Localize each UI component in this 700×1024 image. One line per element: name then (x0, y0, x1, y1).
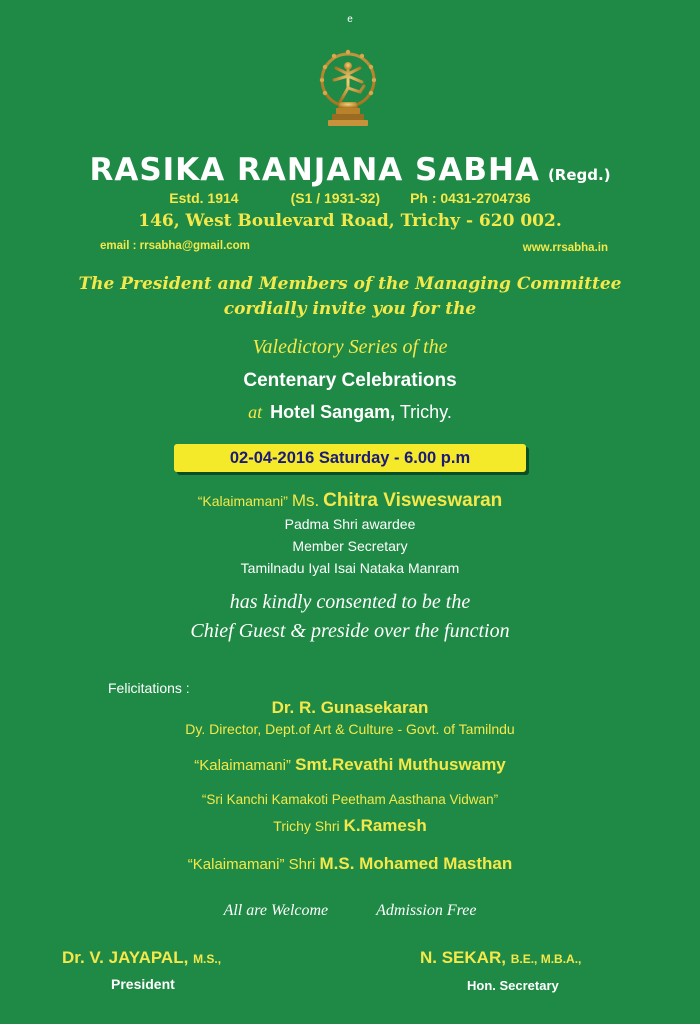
city: Trichy. (399, 402, 452, 422)
felicitator-1-title: Dy. Director, Dept.of Art & Culture - Govt. of Tamilndu (185, 721, 515, 737)
invite-line-1: The President and Members of the Managing Committee (78, 274, 622, 294)
venue-line (0, 402, 700, 423)
nataraja-emblem-icon (310, 44, 386, 136)
consent-line-2: Chief Guest & preside over the function (190, 620, 510, 642)
felicitator-2: “Kalaimamani” Smt.Revathi Muthuswamy (194, 755, 506, 774)
felicitator-3-name: K.Ramesh (343, 816, 427, 835)
chief-guest-name: Chitra Visweswaran (323, 490, 503, 511)
felicitator-3-title: “Sri Kanchi Kamakoti Peetham Aasthana Vidwan” (201, 792, 499, 807)
invite-line-2: cordially invite you for the (223, 299, 477, 319)
secretary-title: Hon. Secretary (467, 978, 559, 993)
email[interactable]: email : rrsabha@gmail.com (100, 240, 250, 252)
date-badge: 02-04-2016 Saturday - 6.00 p.m (174, 444, 526, 472)
event-title: Centenary Celebrations (243, 370, 457, 391)
felicitator-3: Trichy Shri K.Ramesh (273, 816, 427, 835)
estd-line (0, 190, 700, 206)
series-title: Valedictory Series of the (252, 336, 448, 358)
felicitator-4-name: M.S. Mohamed Masthan (319, 854, 513, 873)
chief-guest-line-2: Member Secretary (292, 538, 408, 554)
felicitator-1-name: Dr. R. Gunasekaran (271, 698, 429, 717)
website[interactable]: www.rrsabha.in (522, 242, 608, 254)
phone: Ph : 0431-2704736 (410, 190, 531, 206)
secretary-name: N. SEKAR, B.E., M.B.A., (420, 948, 582, 967)
regd-label: (Regd.) (547, 166, 611, 184)
venue: Hotel Sangam, (270, 402, 396, 422)
registration-number: (S1 / 1931-32) (290, 190, 381, 206)
chief-guest-line-3: Tamilnadu Iyal Isai Nataka Manram (240, 560, 460, 576)
at-word: at (248, 402, 263, 422)
president-title: President (111, 976, 175, 992)
felicitator-4: “Kalaimamani” Shri M.S. Mohamed Masthan (187, 854, 513, 873)
chief-guest-line-1: Padma Shri awardee (284, 516, 416, 532)
top-mark: e (347, 14, 353, 25)
chief-guest-line: “Kalaimamani” Ms. Chitra Visweswaran (197, 490, 503, 511)
felicitator-2-name: Smt.Revathi Muthuswamy (295, 755, 506, 774)
president-name: Dr. V. JAYAPAL, M.S., (62, 948, 222, 967)
estd: Estd. 1914 (169, 190, 239, 206)
welcome-text: All are Welcome (223, 902, 329, 919)
org-name: RASIKA RANJANA SABHA (Regd.) (89, 152, 611, 188)
welcome-line (0, 902, 700, 920)
address: 146, West Boulevard Road, Trichy - 620 002. (138, 211, 562, 231)
admission-text: Admission Free (376, 902, 477, 919)
felicitations-label: Felicitations : (108, 680, 190, 696)
consent-line-1: has kindly consented to be the (229, 591, 471, 613)
